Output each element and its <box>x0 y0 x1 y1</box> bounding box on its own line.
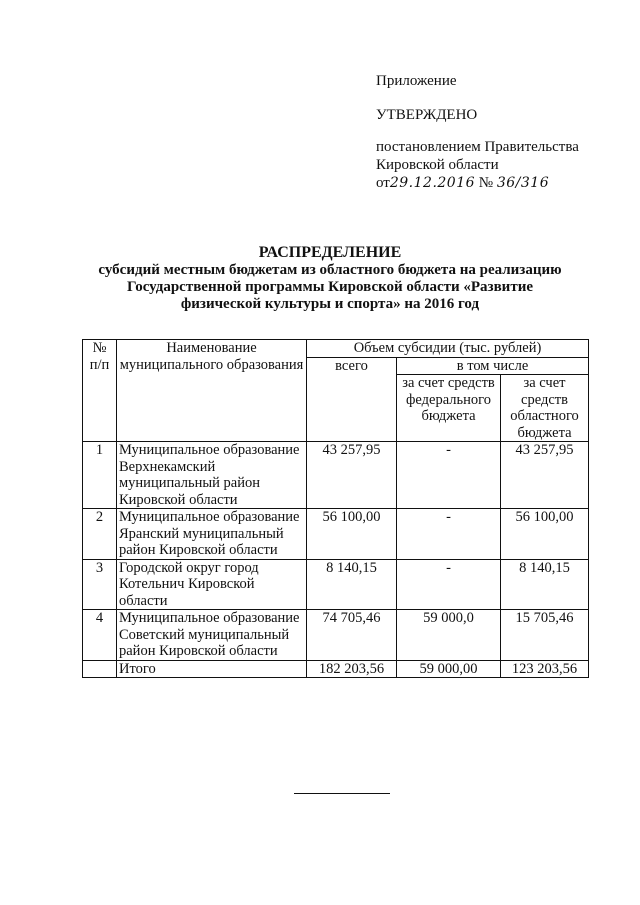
row-federal: - <box>397 559 501 610</box>
totals-row <box>83 660 589 678</box>
totals-total: 182 203,56 <box>307 660 397 678</box>
totals-label: Итого <box>117 660 307 678</box>
row-num: 3 <box>83 559 117 610</box>
table-row <box>83 610 589 661</box>
document-title <box>60 244 600 313</box>
closing-rule <box>294 793 390 794</box>
header-regional: за счет средств областного бюджета <box>501 375 589 442</box>
number-prefix: № <box>478 175 494 191</box>
row-federal: 59 000,0 <box>397 610 501 661</box>
table-row <box>83 559 589 610</box>
row-regional: 15 705,46 <box>501 610 589 661</box>
row-regional: 8 140,15 <box>501 559 589 610</box>
handwritten-number: 36/316 <box>496 175 550 191</box>
totals-regional: 123 203,56 <box>501 660 589 678</box>
row-total: 56 100,00 <box>307 509 397 560</box>
row-name: Муниципальное образование Яранский муниципальный район Кировской области <box>117 509 307 560</box>
row-num: 2 <box>83 509 117 560</box>
resolution-line: постановлением Правительства <box>376 139 579 155</box>
row-name: Городской округ город Котельнич Кировской области <box>117 559 307 610</box>
row-total: 8 140,15 <box>307 559 397 610</box>
header-name: Наименование муниципального образования <box>117 340 307 442</box>
row-total: 74 705,46 <box>307 610 397 661</box>
row-federal: - <box>397 509 501 560</box>
header-total: всего <box>307 357 397 442</box>
header-num: № п/п <box>83 340 117 442</box>
totals-num-cell <box>83 660 117 678</box>
row-num: 4 <box>83 610 117 661</box>
row-regional: 56 100,00 <box>501 509 589 560</box>
row-name: Муниципальное образование Верхнекамский муниципальный район Кировской области <box>117 442 307 509</box>
row-num: 1 <box>83 442 117 509</box>
date-prefix: от <box>376 175 390 191</box>
appendix-label: Приложение <box>376 73 457 89</box>
subsidy-table <box>82 339 589 678</box>
row-name: Муниципальное образование Советский муниципальный район Кировской области <box>117 610 307 661</box>
region-line: Кировской области <box>376 157 499 173</box>
table-row <box>83 509 589 560</box>
header-federal: за счет средств федерального бюджета <box>397 375 501 442</box>
header-volume: Объем субсидии (тыс. рублей) <box>307 340 589 358</box>
date-number-line <box>376 174 616 192</box>
approved-label: УТВЕРЖДЕНО <box>376 107 478 123</box>
header-including: в том числе <box>397 357 589 375</box>
table-row <box>83 442 589 509</box>
row-total: 43 257,95 <box>307 442 397 509</box>
row-federal: - <box>397 442 501 509</box>
totals-federal: 59 000,00 <box>397 660 501 678</box>
title-main: РАСПРЕДЕЛЕНИЕ <box>258 244 402 261</box>
handwritten-date: 29.12.2016 <box>389 175 476 191</box>
approval-block <box>376 72 616 192</box>
title-line-2: Государственной программы Кировской области «Развитие <box>127 279 533 295</box>
title-line-1: субсидий местным бюджетам из областного бюджета на реализацию <box>98 262 562 278</box>
row-regional: 43 257,95 <box>501 442 589 509</box>
title-line-3: физической культуры и спорта» на 2016 год <box>180 296 480 312</box>
